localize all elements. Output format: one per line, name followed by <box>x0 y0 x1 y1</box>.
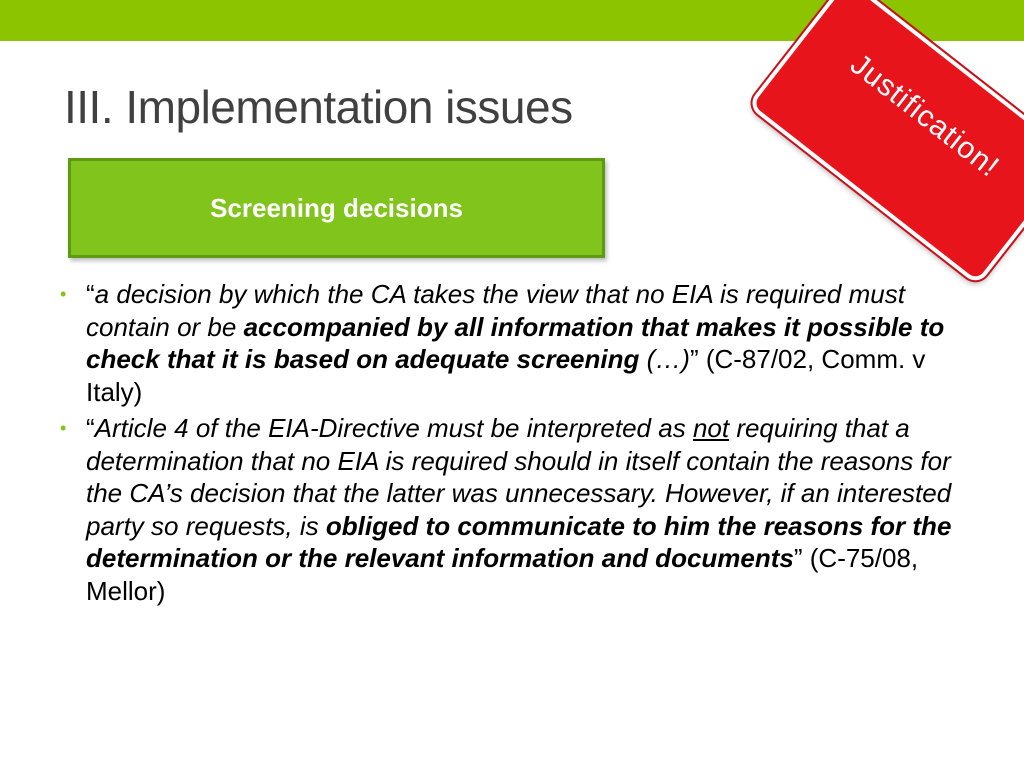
quote-text: Article 4 of the EIA-Directive must be interpreted as <box>94 413 693 443</box>
section-header-label: Screening decisions <box>210 192 463 223</box>
quote-emphasis: obliged to communicate to him the reasons for the determination or the relevant information and documents <box>86 510 952 573</box>
open-quote: “ <box>86 279 95 309</box>
quote-text-continued: (…) <box>639 344 690 374</box>
open-quote: “ <box>86 413 95 443</box>
case-citation: ” (C-75/08, Mellor) <box>86 543 919 606</box>
bullet-dot-icon: • <box>60 418 67 438</box>
bullet-dot-icon: • <box>60 284 67 304</box>
bullet-item <box>60 412 980 607</box>
bullet-list <box>60 278 980 611</box>
quote-emphasis: accompanied by all information that makes it possible to check that it is based on adequate screening <box>86 311 945 374</box>
quote-underlined-word: not <box>692 413 730 443</box>
justification-stamp <box>747 0 1024 286</box>
case-citation: ” (C-87/02, Comm. v Italy) <box>86 344 926 407</box>
stamp-label: Justification! <box>844 47 1006 184</box>
slide-title: III. Implementation issues <box>64 81 573 133</box>
quote-text-continued: requiring that a determination that no EIA is required should in itself contain the reasons for the CA’s decision that the latter was unnecessary. However, if an interested party so requests, is <box>86 413 952 541</box>
section-header-box <box>68 158 605 258</box>
quote-text: a decision by which the CA takes the view that no EIA is required must contain or be <box>86 279 905 342</box>
bullet-item <box>60 278 980 408</box>
